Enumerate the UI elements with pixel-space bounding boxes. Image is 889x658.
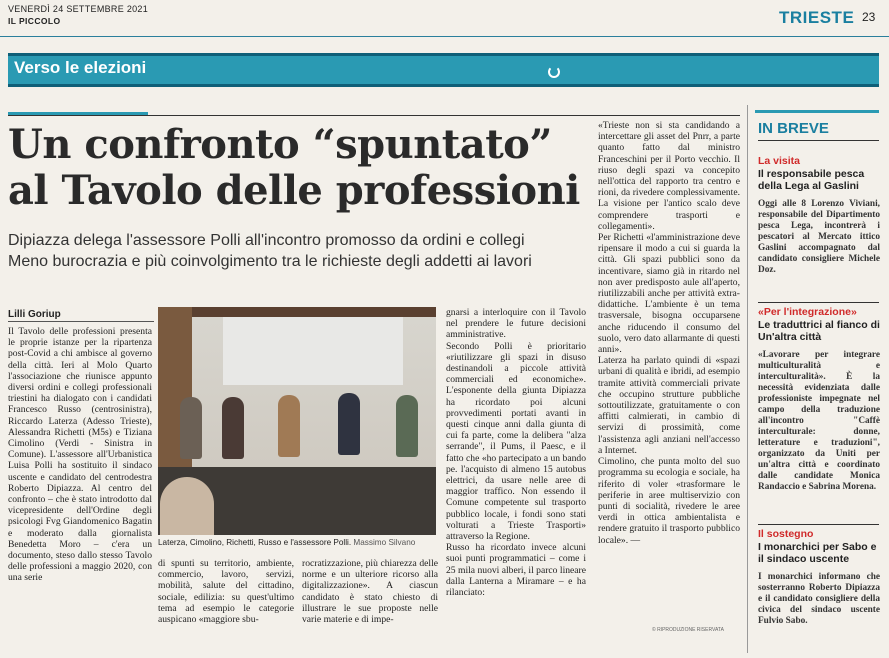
headline-line-1: Un confronto “spuntato” bbox=[8, 121, 552, 168]
section-bar-bottom-border bbox=[8, 84, 879, 87]
section-city: TRIESTE bbox=[779, 8, 855, 27]
brief-kicker: «Per l'integrazione» bbox=[758, 306, 857, 318]
page-number: 23 bbox=[862, 10, 876, 24]
article-column-2: di spunti su territorio, ambiente, commercio, lavoro, servizi, mobilità, salute del cittadino, sociale, edilizia: su quest'ultimo tema ad esempio le categorie auspicano «maggiore sbu- bbox=[158, 558, 294, 626]
reload-icon bbox=[548, 66, 560, 78]
photo-person bbox=[222, 397, 244, 459]
author-rule bbox=[8, 321, 154, 322]
section-bar-top-border bbox=[8, 53, 879, 56]
photo-credit: Massimo Silvano bbox=[353, 538, 416, 547]
photo-caption bbox=[158, 538, 440, 547]
article-column-1: Il Tavolo delle professioni presenta le proprie istanze per la ripartenza post-Covid a chi ambisce al governo della città. Ieri al Molo Quarto l'associazione che riunisce appunto diversi ordini e collegi professionali triestini ha dialogato con i candidati Francesco Russo (centrosinistra), Riccardo Laterza (Adesso Trieste), Alessandra Richetti (M5s) e Tiziana Cimolino (Verdi - Sinistra in Comune). L'assessore all'Urbanistica Luisa Polli ha sostituito il sindaco uscente e candidato del centrodestra Roberto Dipiazza. Al centro del confronto – che è stato introdotto dal vicepresidente dell'Ordine degli psicologi Fvg Giandomenico Bagatin e moderato dalla giornalista Benedetta Moro – c'era un documento, steso dallo stesso Tavolo delle professioni a maggio 2020, con una serie bbox=[8, 326, 152, 584]
copyright-notice: © RIPRODUZIONE RISERVATA bbox=[652, 627, 724, 633]
headline bbox=[8, 122, 608, 214]
photo-person bbox=[338, 393, 360, 455]
article-column-3: rocratizzazione, più chiarezza delle norme e un ulteriore ricorso alla digitalizzazione». A ciascun candidato è stato chiesto di illustrare le sue proposte nelle varie materie e di impe- bbox=[302, 558, 438, 626]
sidebar-title: IN BREVE bbox=[758, 120, 829, 137]
subheadline-1: Dipiazza delega l'assessore Polli all'incontro promosso da ordini e collegi bbox=[8, 232, 525, 249]
sidebar-separator bbox=[758, 302, 879, 303]
brief-body: Oggi alle 8 Lorenzo Viviani, responsabile del Dipartimento pesca Lega, incontrerà i pescatori al Mercato ittico Gaslini accompagnato dal candidato consigliere Michele Doz. bbox=[758, 199, 880, 275]
article-column-5: «Trieste non si sta candidando a intercettare gli asset del Pnrr, a parte quanto fatto dal ministro Franceschini per il Porto vecchio. Il riuso degli spazi va concepito nell'ottica del rapporto tra centro e rioni, da rivedere complessivamente. La visione per l'antico scalo deve comprendere trasporti e collegamenti». Per Richetti «l'amministrazione deve ripensare il modo a cui si guarda la città. Gli spazi pubblici sono da incentivare, siamo già in ritardo nel non aver predisposto aule all'aperto, riutilizzabili anche per attività extra-didattiche. L'ambiente è un tema trasversale, bisogna occuparsene anche riducendo il consumo del suolo, vero dato allarmante di questi anni». Laterza ha parlato quindi di «spazi urbani di qualità e ibridi, ad esempio tramite attività commerciali private che occupino strutture pubbliche sottoutilizzate, gratuitamente o con affitti calmierati, in cambio di servizi di prossimità, come l'assistenza agli anziani nell'accesso a Internet. Cimolino, che punta molto del suo programma su ecologia e sociale, ha riferito di voler «trasformare le periferie in aree multiservizio con punti di socialità, rivedere le aree verdi in ottica ambientalista e rendere gratuito il trasporto pubblico locale». — bbox=[598, 120, 740, 546]
headline-line-2: al Tavolo delle professioni bbox=[8, 167, 580, 214]
column-divider bbox=[747, 105, 748, 653]
brief-headline: Le traduttrici al fianco di Un'altra città bbox=[758, 319, 880, 343]
brief-headline: Il responsabile pesca della Lega al Gaslini bbox=[758, 168, 865, 192]
headline-rule bbox=[8, 115, 740, 116]
photo-person bbox=[396, 395, 418, 457]
sidebar-separator bbox=[758, 524, 879, 525]
brief-kicker: Il sostegno bbox=[758, 528, 814, 540]
photo-person bbox=[180, 397, 202, 459]
brief-headline: I monarchici per Sabo e il sindaco uscente bbox=[758, 541, 877, 565]
caption-text: Laterza, Cimolino, Richetti, Russo e l'assessore Polli. bbox=[158, 538, 352, 547]
photo-audience-head bbox=[160, 477, 214, 535]
photo-screen bbox=[223, 311, 403, 385]
issue-date: VENERDÌ 24 SETTEMBRE 2021 bbox=[8, 4, 149, 14]
newspaper-name: IL PICCOLO bbox=[8, 16, 61, 26]
sidebar-separator bbox=[758, 140, 879, 141]
brief-body: I monarchici informano che sosterranno Roberto Dipiazza e il candidato consigliere della civica del sindaco uscente Fulvio Sabo. bbox=[758, 572, 880, 626]
sidebar-accent-rule bbox=[755, 110, 879, 113]
subheadline-2: Meno burocrazia e più coinvolgimento tra le richieste degli addetti ai lavori bbox=[8, 253, 532, 270]
article-photo bbox=[158, 307, 436, 535]
article-column-4: gnarsi a interloquire con il Tavolo nel prendere le future decisioni amministrative. Secondo Polli è prioritario «riutilizzare gli spazi in disuso destinandoli a piccole attività commerciali ed economiche». L'esponente della giunta Dipiazza ha ricordato poi alcuni provvedimenti portati avanti in questi cinque anni dalla giunta di cui fa parte, come la delibera "alza serrande", il Pums, il Paesc, e il fatto che «ho partecipato a un bando pe. l'acquisto di almeno 15 autobus elettrici, da usare nelle aree di maggior traffico. Non essendo il Comune competente sul trasporto pubblico locale, i fondi sono stati volturati a Trieste Trasporti» attraverso la Regione. Russo ha ricordato invece alcuni suoi punti programmatici – come i 25 mila nuovi alberi, il parco lineare dalla Lanterna a Miramare – e ha rilanciato: bbox=[446, 307, 586, 599]
photo-person bbox=[278, 395, 300, 457]
brief-kicker: La visita bbox=[758, 155, 801, 167]
brief-body: «Lavorare per integrare multiculturalità e interculturalità». È la necessità evidenziata dalle professioniste impegnate nel campo della traduzione all'incontro "Caffè interculturale: donne, letterature e traduzioni", organizzato da Uniti per un'altra città e coordinato dalle candidate Monica Randaccio e Sabrina Morena. bbox=[758, 350, 880, 492]
author-byline: Lilli Goriup bbox=[8, 309, 61, 320]
photo-beam bbox=[158, 307, 436, 317]
section-label: Verso le elezioni bbox=[14, 58, 147, 77]
header-rule bbox=[0, 36, 889, 37]
